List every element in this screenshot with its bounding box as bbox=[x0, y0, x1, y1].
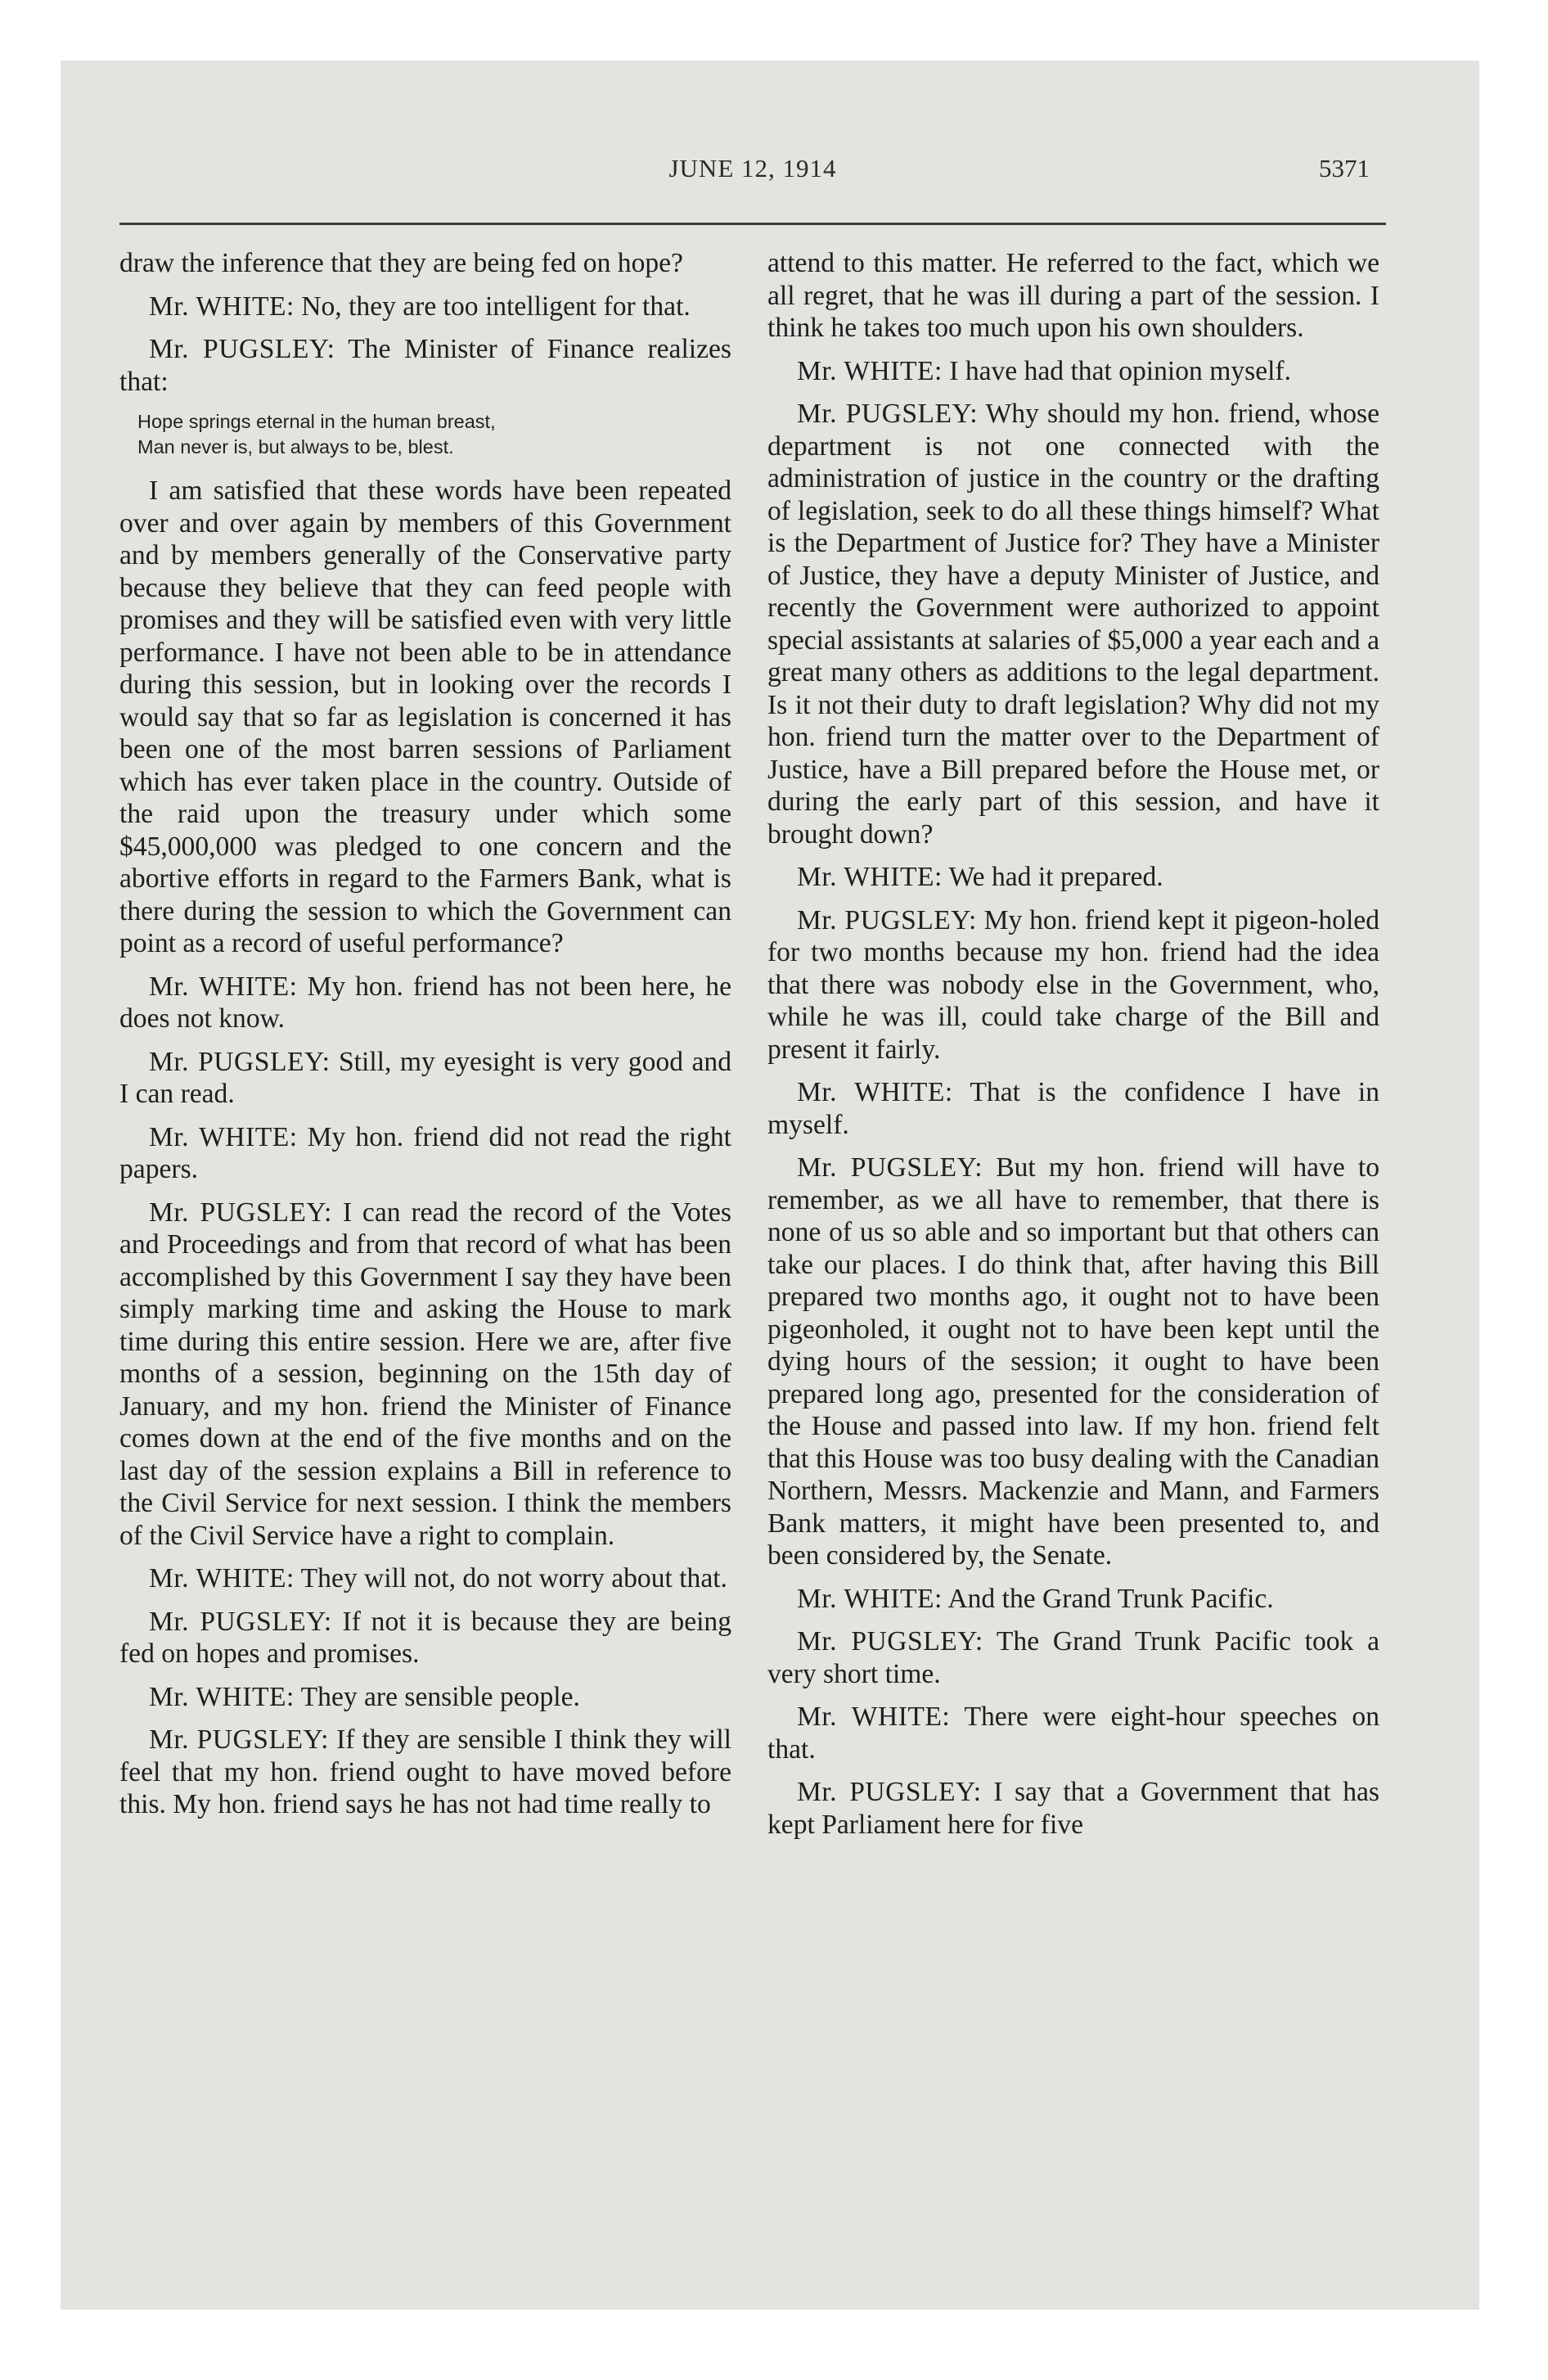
paragraph bbox=[119, 1197, 731, 1553]
paragraph bbox=[767, 1583, 1379, 1616]
paragraph bbox=[767, 247, 1379, 345]
paragraph bbox=[119, 971, 731, 1035]
paragraph-text: We had it prepared. bbox=[948, 862, 1163, 892]
speaker-label: Mr. PUGSLEY: bbox=[797, 904, 977, 935]
paragraph-text: I am satisfied that these words have been repeated over and over again by members of this Government and by members generally of the Conservative party because they believe that they can feed people with promises and they will be satisfied even with very little performance. I have not been able to be in attendance during this session, but in looking over the records I would say that so far as legislation is concerned it has been one of the most barren sessions of Parliament which has ever taken place in the country. Outside of the raid upon the treasury under which some $45,000,000 was pledged to one concern and the abortive efforts in regard to the Farmers Bank, what is there during the session to which the Government can point as a record of useful performance? bbox=[119, 476, 731, 958]
paragraph-text: Why should my hon. friend, whose department is not one connected with the administration of justice in the country or the drafting of legislation, seek to do all these things himself? What is the Department of Justice for? They have a Minister of Justice, they have a deputy Minister of Justice, and recently the Government were authorized to appoint special assistants at salaries of $5,000 a year each and a great many others as additions to the legal department. Is it not their duty to draft legislation? Why did not my hon. friend turn the matter over to the Department of Justice, have a Bill prepared before the House met, or during the early part of this session, and have it brought down? bbox=[767, 399, 1379, 850]
paragraph bbox=[767, 904, 1379, 1066]
speaker-label: Mr. PUGSLEY: bbox=[149, 1046, 331, 1077]
paragraph bbox=[119, 475, 731, 960]
paragraph-text: There were eight-hour speeches on that. bbox=[767, 1702, 1379, 1765]
paragraph-text: If they are sensible I think they will feel that my hon. friend ought to have moved before this. My hon. friend says he has not had time really to bbox=[119, 1724, 732, 1819]
paragraph bbox=[119, 291, 731, 323]
paragraph-text: That is the confidence I have in myself. bbox=[767, 1077, 1379, 1140]
paragraph-text: draw the inference that they are being fed on hope? bbox=[119, 248, 683, 278]
paragraph-text: My hon. friend did not read the right papers. bbox=[119, 1121, 731, 1184]
paragraph bbox=[119, 1606, 731, 1670]
paragraph-text: They are sensible people. bbox=[300, 1681, 580, 1712]
speaker-label: Mr. WHITE: bbox=[797, 1702, 951, 1732]
speaker-label: Mr. WHITE: bbox=[149, 291, 295, 322]
paragraph bbox=[767, 1701, 1379, 1765]
paragraph bbox=[119, 1562, 731, 1595]
speaker-label: Mr. PUGSLEY: bbox=[797, 1152, 983, 1183]
paragraph bbox=[119, 1681, 731, 1714]
speaker-label: Mr. WHITE: bbox=[797, 355, 943, 386]
paragraph-text: My hon. friend kept it pigeon-holed for two months because my hon. friend had the idea that there was nobody else in the Government, who, while he was ill, could take charge of the Bill and present it fairly. bbox=[767, 904, 1379, 1065]
paragraph-text: I can read the record of the Votes and Proceedings and from that record of what has been accomplished by this Government I say they have been simply marking time and asking the House to mark time during this entire session. Here we are, after five months of a session, beginning on the 15th day of January, and my hon. friend the Minister of Finance comes down at the end of the five months and on the last day of the session explains a Bill in reference to the Civil Service for next session. I think the members of the Civil Service have a right to complain. bbox=[119, 1197, 732, 1551]
speaker-label: Mr. WHITE: bbox=[797, 1077, 953, 1107]
paragraph bbox=[119, 247, 731, 280]
speaker-label: Mr. PUGSLEY: bbox=[149, 334, 335, 364]
verse-line: Hope springs eternal in the human breast, bbox=[137, 411, 496, 432]
running-title-date: JUNE 12, 1914 bbox=[668, 154, 837, 183]
paragraph-text: Still, my eyesight is very good and I can read. bbox=[119, 1046, 731, 1109]
speaker-label: Mr. WHITE: bbox=[149, 1121, 298, 1152]
paragraph-text: attend to this matter. He referred to the fact, which we all regret, that he was ill during a part of the session. I think he takes too much upon his own shoulders. bbox=[767, 248, 1379, 343]
paragraph bbox=[119, 333, 731, 398]
paragraph bbox=[767, 1152, 1379, 1572]
speaker-label: Mr. WHITE: bbox=[797, 1583, 943, 1614]
verse-quotation bbox=[137, 409, 731, 460]
verse-line: Man never is, but always to be, blest. bbox=[137, 436, 454, 458]
paragraph-text: No, they are too intelligent for that. bbox=[301, 291, 691, 322]
paragraph bbox=[119, 1121, 731, 1186]
speaker-label: Mr. WHITE: bbox=[149, 1681, 295, 1712]
paragraph-text: If not it is because they are being fed on hopes and promises. bbox=[119, 1606, 731, 1669]
paragraph bbox=[767, 1076, 1379, 1141]
speaker-label: Mr. WHITE: bbox=[149, 971, 298, 1002]
paragraph-text: I say that a Government that has kept Parliament here for five bbox=[767, 1777, 1380, 1840]
paragraph-text: My hon. friend has not been here, he does not know. bbox=[119, 971, 731, 1034]
paragraph-text: But my hon. friend will have to remember, as we all have to remember, that there is none of us so able and so important but that others can take our places. I do think that, after having this Bill prepared two months ago, it ought not to have been pigeonholed, it ought not to have been kept until the dying hours of the session; it ought to have been prepared long ago, presented for the consideration of the House and passed into law. If my hon. friend felt that this House was too busy dealing with the Canadian Northern, Messrs. Mackenzie and Mann, and Farmers Bank matters, it might have been presented to, and been considered by, the Senate. bbox=[767, 1152, 1379, 1571]
paragraph bbox=[119, 1046, 731, 1111]
page-header bbox=[123, 154, 1383, 195]
paragraph bbox=[767, 1776, 1379, 1841]
paragraph-text: And the Grand Trunk Pacific. bbox=[947, 1583, 1274, 1614]
right-column bbox=[767, 247, 1379, 1851]
paragraph bbox=[767, 1625, 1379, 1690]
paragraph-text: The Minister of Finance realizes that: bbox=[119, 334, 731, 397]
paragraph bbox=[767, 398, 1379, 850]
paragraph bbox=[767, 861, 1379, 894]
speaker-label: Mr. WHITE: bbox=[149, 1563, 295, 1593]
speaker-label: Mr. PUGSLEY: bbox=[149, 1197, 332, 1228]
paragraph-text: The Grand Trunk Pacific took a very short time. bbox=[767, 1626, 1380, 1689]
speaker-label: Mr. PUGSLEY: bbox=[797, 1777, 982, 1807]
speaker-label: Mr. PUGSLEY: bbox=[149, 1606, 332, 1637]
speaker-label: Mr. PUGSLEY: bbox=[797, 1626, 983, 1657]
header-rule bbox=[119, 223, 1386, 225]
paragraph bbox=[767, 355, 1379, 388]
page-number: 5371 bbox=[1319, 154, 1370, 183]
speaker-label: Mr. WHITE: bbox=[797, 862, 943, 892]
paragraph bbox=[119, 1724, 731, 1821]
left-column bbox=[119, 247, 731, 1832]
paragraph-text: They will not, do not worry about that. bbox=[300, 1563, 727, 1593]
speaker-label: Mr. PUGSLEY: bbox=[797, 399, 979, 429]
speaker-label: Mr. PUGSLEY: bbox=[149, 1724, 329, 1755]
paragraph-text: I have had that opinion myself. bbox=[949, 355, 1292, 386]
